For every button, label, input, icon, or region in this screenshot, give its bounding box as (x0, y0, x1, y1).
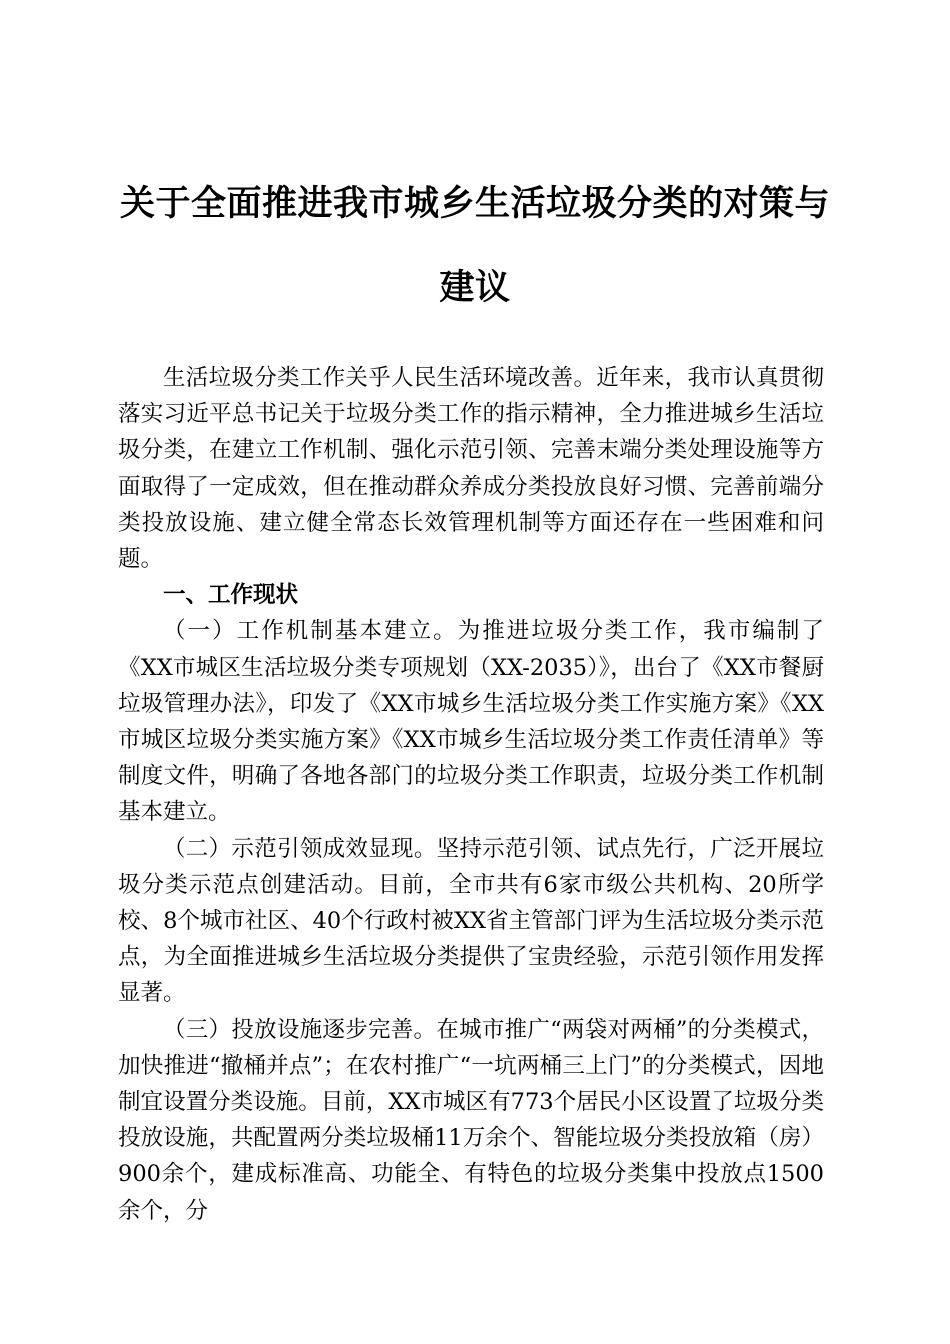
item-paragraph-facilities (118, 1012, 824, 1229)
item-text-facilities: 在城市推广“两袋对两桶”的分类模式，加快推进“撤桶并点”；在农村推广“一坑两桶三上门”的分类模式，因地制宜设置分类设施。目前，XX市城区有773个居民小区设置了垃圾分类投放设施，共配置两分类垃圾桶11万余个、智能垃圾分类投放箱（房）900余个，建成标准高、功能全、有特色的垃圾分类集中投放点1500余个，分 (118, 1016, 824, 1224)
title-line-2: 建议 (439, 268, 511, 308)
item-text-demonstration: 坚持示范引领、试点先行，广泛开展垃圾分类示范点创建活动。目前，全市共有6家市级公共机构、20所学校、8个城市社区、40个行政村被XX省主管部门评为生活垃圾分类示范点，为全面推进城乡生活垃圾分类提供了宝贵经验，示范引领作用发挥显著。 (118, 835, 824, 1007)
item-text-mechanism: 为推进垃圾分类工作，我市编制了《XX市城区生活垃圾分类专项规划（XX-2035）》，出台了《XX市餐厨垃圾管理办法》，印发了《XX市城乡生活垃圾分类工作实施方案》《XX市城区垃圾分类实施方案》《XX市城乡生活垃圾分类工作责任清单》等制度文件，明确了各地各部门的垃圾分类工作职责，垃圾分类工作机制基本建立。 (118, 618, 824, 826)
intro-paragraph: 生活垃圾分类工作关乎人民生活环境改善。近年来，我市认真贯彻落实习近平总书记关于垃圾分类工作的指示精神，全力推进城乡生活垃圾分类，在建立工作机制、强化示范引领、完善末端分类处理设施等方面取得了一定成效，但在推动群众养成分类投放良好习惯、完善前端分类投放设施、建立健全常态长效管理机制等方面还存在一些困难和问题。 (118, 365, 824, 573)
item-lead-demonstration: （二）示范引领成效显现。 (163, 835, 437, 862)
document-body (118, 360, 824, 1229)
item-lead-facilities: （三）投放设施逐步完善。 (163, 1016, 437, 1043)
item-paragraph-demonstration (118, 831, 824, 1012)
section-heading-current-status: 一、工作现状 (163, 582, 299, 609)
document-title (100, 162, 850, 330)
item-lead-mechanism: （一）工作机制基本建立。 (163, 618, 458, 645)
item-paragraph-mechanism (118, 613, 824, 830)
title-line-1: 关于全面推进我市城乡生活垃圾分类的对策与 (119, 184, 830, 224)
